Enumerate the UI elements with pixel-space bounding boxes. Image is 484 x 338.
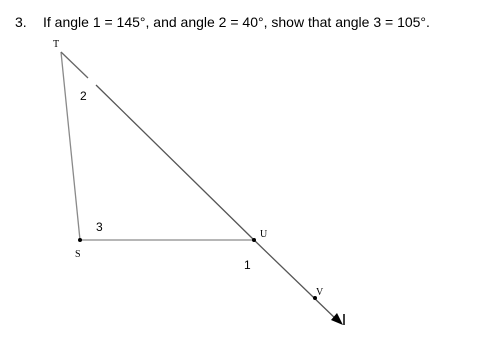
angle-1-label: 1 [244,258,251,272]
question-number: 3. [15,14,27,30]
point-s [78,238,82,242]
segment-ts [61,52,80,240]
label-s: S [75,249,81,260]
ray-uv [254,240,338,321]
arrowhead-icon [331,313,343,325]
point-u [252,238,256,242]
label-u: U [260,229,268,240]
segment-tu [96,85,254,240]
label-v: V [316,287,324,298]
label-t: T [53,39,60,50]
question-statement: If angle 1 = 145°, and angle 2 = 40°, show that angle 3 = 105°. [43,14,430,30]
segment-tu-start [61,52,88,78]
angle-3-label: 3 [96,220,103,234]
angle-2-label: 2 [80,89,87,103]
